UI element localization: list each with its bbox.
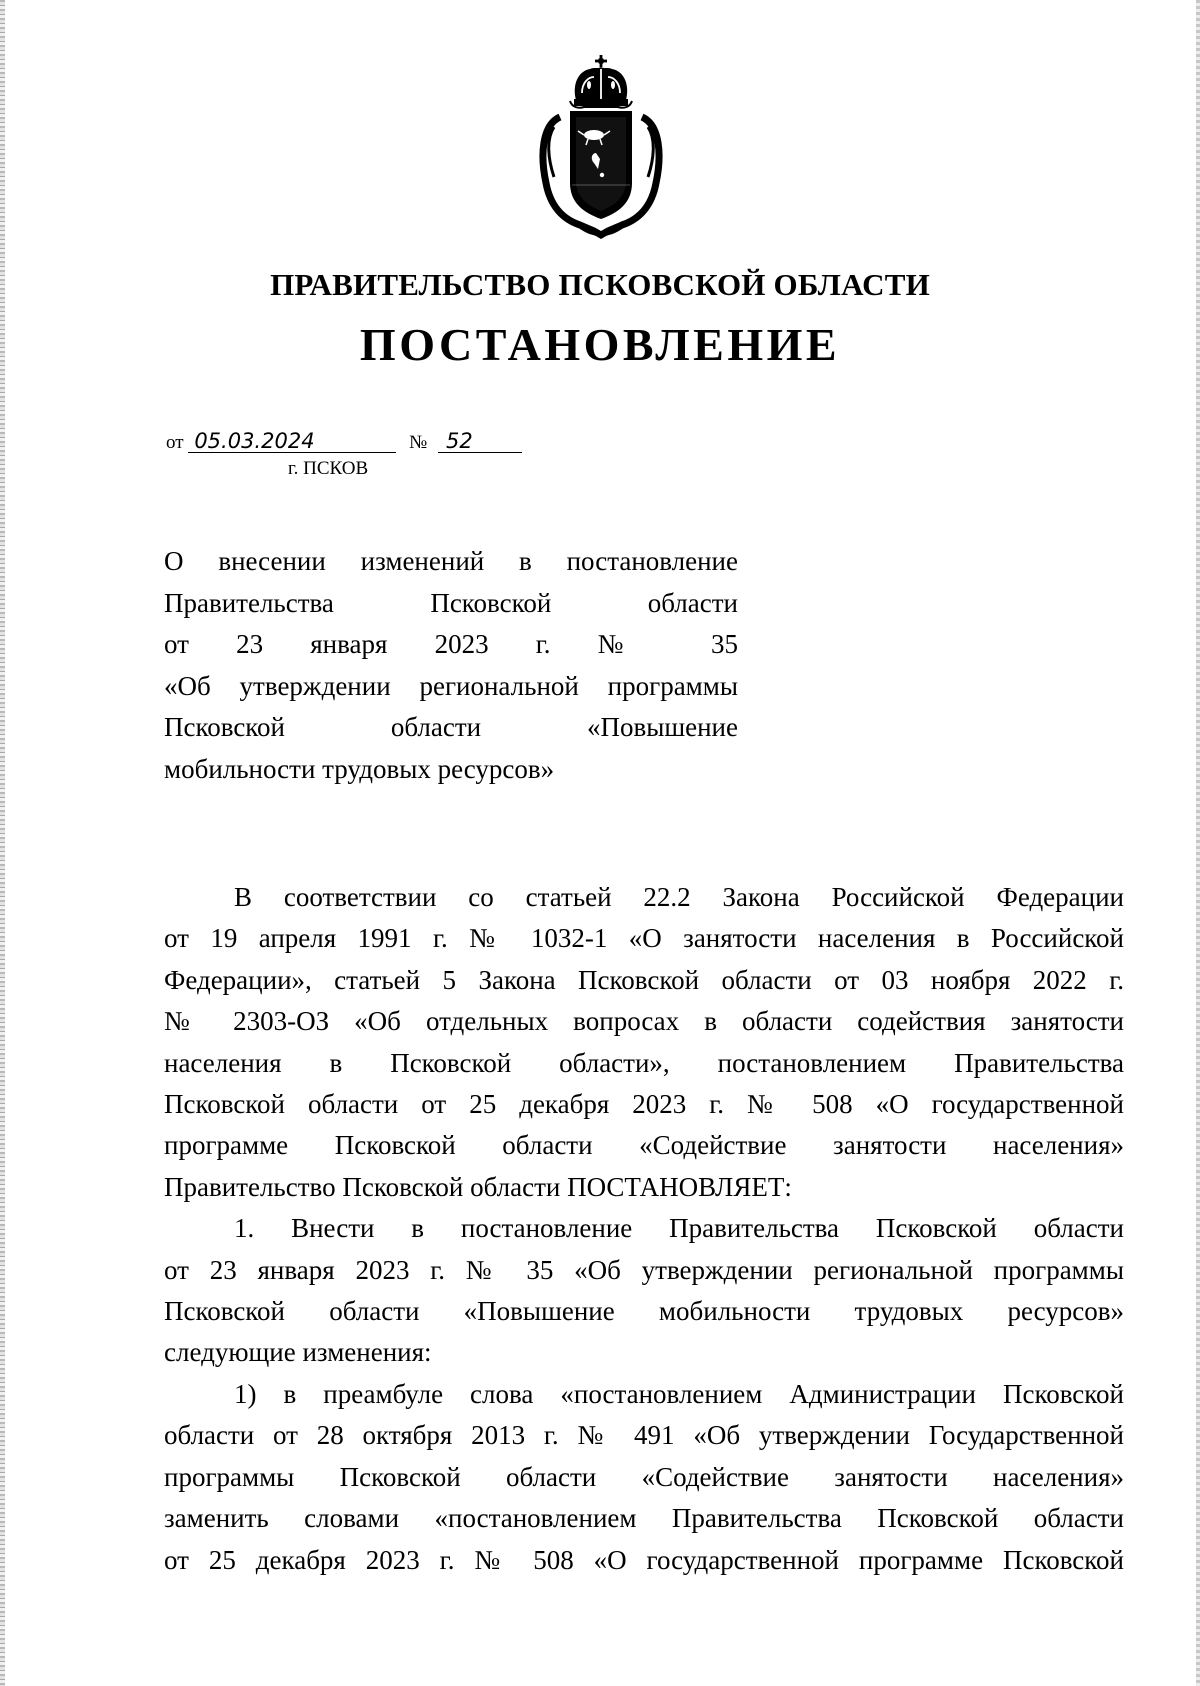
number-prefix: № bbox=[409, 432, 428, 453]
body-line: В соответствии со статьей 22.2 Закона Российской Федерации bbox=[234, 882, 1124, 912]
body-line: Псковской области «Повышение мобильности трудовых ресурсов» bbox=[164, 1296, 1124, 1327]
scan-edge-right bbox=[1196, 0, 1200, 1686]
subject-line: Псковской области «Повышение bbox=[164, 712, 738, 743]
organization-title: ПРАВИТЕЛЬСТВО ПСКОВСКОЙ ОБЛАСТИ bbox=[270, 267, 930, 302]
scan-edge-left bbox=[0, 0, 5, 1686]
document-city: г. ПСКОВ bbox=[288, 458, 369, 479]
body-line: области от 28 октября 2013 г. № 491 «Об утверждении Государственной bbox=[164, 1420, 1124, 1451]
subject-line: О внесении изменений в постановление bbox=[164, 546, 738, 576]
body-line: населения в Псковской области», постановлением Правительства bbox=[164, 1047, 1124, 1078]
body-line: следующие изменения: bbox=[164, 1337, 432, 1368]
body-line: заменить словами «постановлением Правительства Псковской области bbox=[164, 1503, 1124, 1534]
document-date: 05.03.2024 bbox=[188, 430, 396, 453]
subject-line: от 23 января 2023 г. № 35 bbox=[164, 629, 738, 660]
body-line: 1. Внести в постановление Правительства Псковской области bbox=[234, 1213, 1124, 1244]
document-number: 52 bbox=[438, 430, 522, 453]
body-line: программы Псковской области «Содействие занятости населения» bbox=[164, 1461, 1124, 1492]
body-line: от 25 декабря 2023 г. № 508 «О государственной программе Псковской bbox=[164, 1544, 1124, 1575]
body-line: от 23 января 2023 г. № 35 «Об утверждении региональной программы bbox=[164, 1254, 1124, 1285]
body-line: № 2303-ОЗ «Об отдельных вопросах в области содействия занятости bbox=[164, 1006, 1124, 1037]
document-meta-line bbox=[166, 430, 522, 454]
document-subject bbox=[164, 541, 738, 791]
subject-line: мобильности трудовых ресурсов» bbox=[164, 753, 555, 784]
coat-of-arms-icon bbox=[532, 55, 670, 240]
body-line: программе Псковской области «Содействие занятости населения» bbox=[164, 1130, 1124, 1161]
body-line: Федерации», статьей 5 Закона Псковской области от 03 ноября 2022 г. bbox=[164, 964, 1124, 995]
document-body bbox=[164, 877, 1124, 1581]
body-line: 1) в преамбуле слова «постановлением Администрации Псковской bbox=[234, 1378, 1124, 1409]
subject-line: Правительства Псковской области bbox=[164, 587, 738, 618]
document-type-title: ПОСТАНОВЛЕНИЕ bbox=[359, 319, 841, 370]
subject-line: «Об утверждении региональной программы bbox=[164, 670, 738, 701]
crown-icon bbox=[570, 55, 632, 108]
body-line: Правительство Псковской области ПОСТАНОВЛЯЕТ: bbox=[164, 1171, 792, 1202]
date-prefix: от bbox=[166, 432, 184, 453]
body-line: от 19 апреля 1991 г. № 1032-1 «О занятости населения в Российской bbox=[164, 923, 1124, 954]
body-line: Псковской области от 25 декабря 2023 г. № 508 «О государственной bbox=[164, 1089, 1124, 1120]
